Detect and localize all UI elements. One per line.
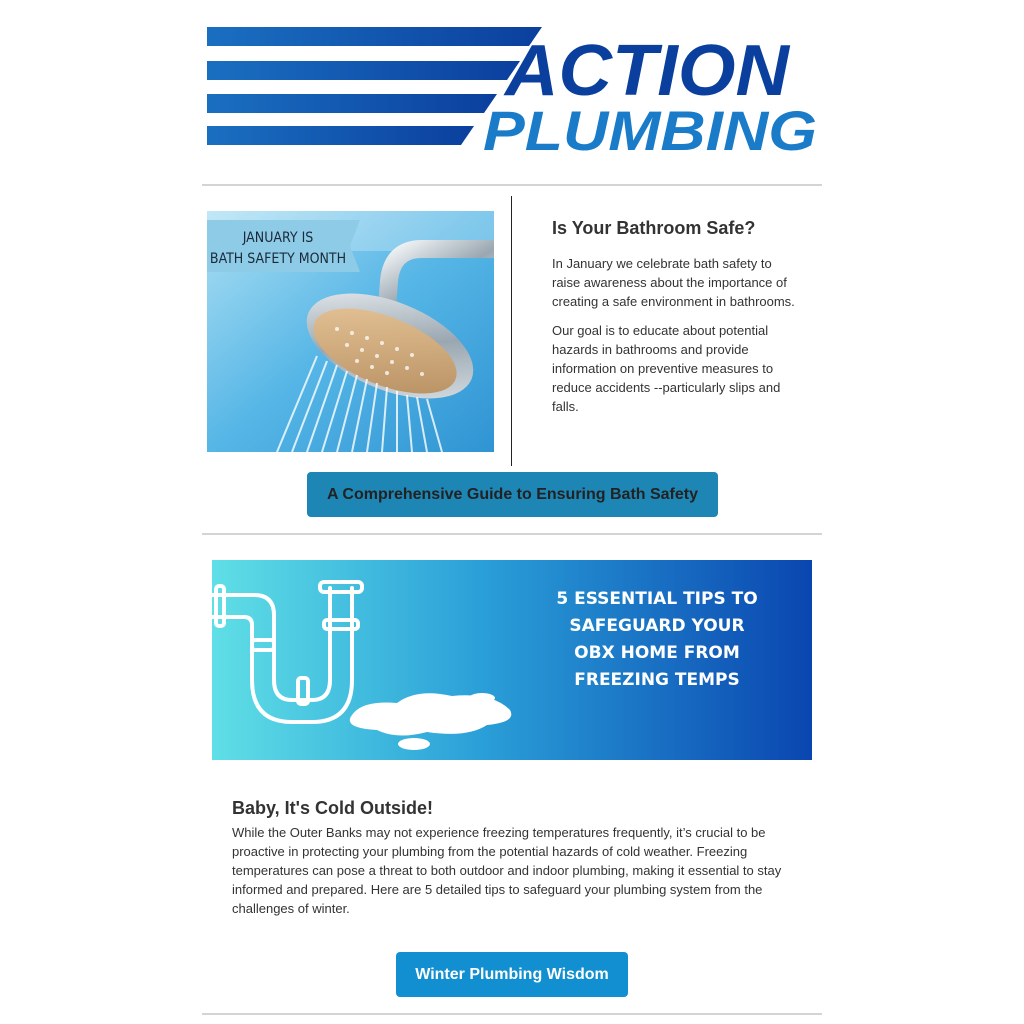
banner-line: OBX HOME FROM	[574, 643, 740, 663]
divider	[202, 1013, 822, 1015]
banner-line: 5 ESSENTIAL TIPS TO	[556, 589, 758, 609]
bath-safety-article	[552, 218, 797, 426]
winter-title: Baby, It's Cold Outside!	[232, 798, 433, 818]
column-divider	[511, 196, 512, 466]
bath-safety-paragraph: Our goal is to educate about potential hazards in bathrooms and provide information on preventive measures to reduce accidents --particularly slips and falls.	[552, 323, 781, 414]
divider	[202, 533, 822, 535]
logo-stripe	[207, 94, 497, 113]
freezing-temps-banner[interactable]	[212, 560, 812, 760]
logo-plumbing-text: PLUMBING	[483, 99, 817, 154]
winter-paragraph: While the Outer Banks may not experience freezing temperatures frequently, it’s crucial to be proactive in protecting your plumbing from the potential hazards of cold weather. Freezing temperatures can pose a threat to both outdoor and indoor plumbing, making it essential to stay informed and prepared. Here are 5 detailed tips to safeguard your plumbing system from the challenges of winter.	[232, 825, 782, 916]
bath-safety-guide-button[interactable]: A Comprehensive Guide to Ensuring Bath Safety	[307, 472, 718, 517]
logo-stripe	[207, 27, 542, 46]
bath-safety-paragraph: In January we celebrate bath safety to raise awareness about the importance of creating a safe environment in bathrooms.	[552, 256, 795, 309]
logo-stripe	[207, 126, 474, 145]
bath-safety-image[interactable]	[207, 211, 494, 452]
logo-graphic	[207, 22, 819, 154]
banner-line: SAFEGUARD YOUR	[569, 616, 745, 636]
winter-plumbing-wisdom-button[interactable]: Winter Plumbing Wisdom	[396, 952, 628, 997]
bath-safety-title: Is Your Bathroom Safe?	[552, 218, 756, 238]
divider	[202, 184, 822, 186]
action-plumbing-logo[interactable]	[207, 22, 819, 154]
shower-head-illustration	[207, 211, 494, 452]
logo-action-text: ACTION	[502, 31, 792, 111]
image-banner-line1: JANUARY IS	[242, 230, 314, 246]
banner-headline	[532, 586, 782, 694]
image-banner-line2: BATH SAFETY MONTH	[209, 251, 347, 267]
winter-article	[232, 798, 792, 928]
logo-stripe	[207, 61, 520, 80]
banner-line: FREEZING TEMPS	[574, 670, 740, 690]
